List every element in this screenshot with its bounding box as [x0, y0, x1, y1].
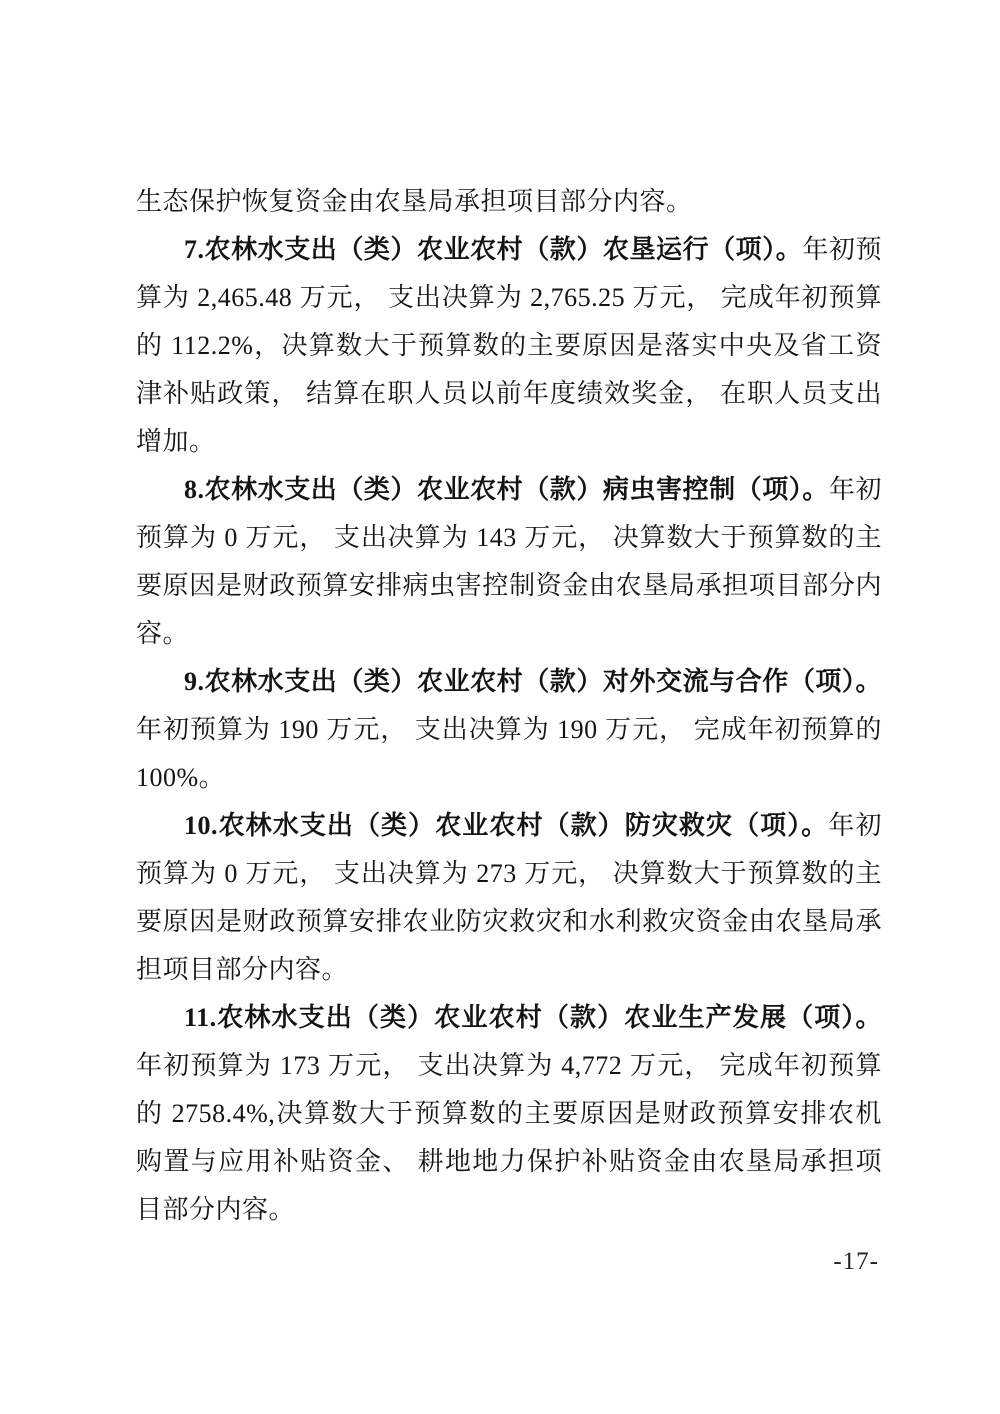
document-content [136, 178, 882, 1234]
paragraph-body: 年初预算为 0 万元， 支出决算为 143 万元， 决算数大于预算数的主要原因是财政预算安排病虫害控制资金由农垦局承担项目部分内容。 [136, 475, 882, 648]
paragraph-body: 年初预算为 2,465.48 万元， 支出决算为 2,765.25 万元， 完成年初预算的 112.2%，决算数大于预算数的主要原因是落实中央及省工资津补贴政策， 结算在职人员以前年度绩效奖金， 在职人员支出增加。 [136, 235, 882, 456]
paragraph-heading: 7.农林水支出（类）农业农村（款）农垦运行（项）。 [184, 235, 803, 264]
paragraph-continuation: 生态保护恢复资金由农垦局承担项目部分内容。 [136, 187, 693, 216]
paragraph [136, 802, 882, 994]
paragraph [136, 226, 882, 466]
paragraph-heading: 9.农林水支出（类）农业农村（款）对外交流与合作（项）。 [184, 667, 882, 696]
paragraph [136, 994, 882, 1234]
paragraph [136, 466, 882, 658]
paragraph-body: 年初预算为 173 万元， 支出决算为 4,772 万元， 完成年初预算的 2758.4%,决算数大于预算数的主要原因是财政预算安排农机购置与应用补贴资金、 耕地地力保护补贴资金由农垦局承担项目部分内容。 [136, 1051, 882, 1224]
paragraph-body: 年初预算为 0 万元， 支出决算为 273 万元， 决算数大于预算数的主要原因是财政预算安排农业防灾救灾和水利救灾资金由农垦局承担项目部分内容。 [136, 811, 882, 984]
page-number: -17- [833, 1248, 879, 1275]
paragraph-list [136, 226, 882, 1234]
paragraph-heading: 11.农林水支出（类）农业农村（款）农业生产发展（项）。 [184, 1003, 882, 1032]
paragraph-body: 年初预算为 190 万元， 支出决算为 190 万元， 完成年初预算的 100%。 [136, 715, 882, 792]
paragraph-heading: 8.农林水支出（类）农业农村（款）病虫害控制（项）。 [184, 475, 829, 504]
paragraph-heading: 10.农林水支出（类）农业农村（款）防灾救灾（项）。 [184, 811, 829, 840]
paragraph [136, 658, 882, 802]
